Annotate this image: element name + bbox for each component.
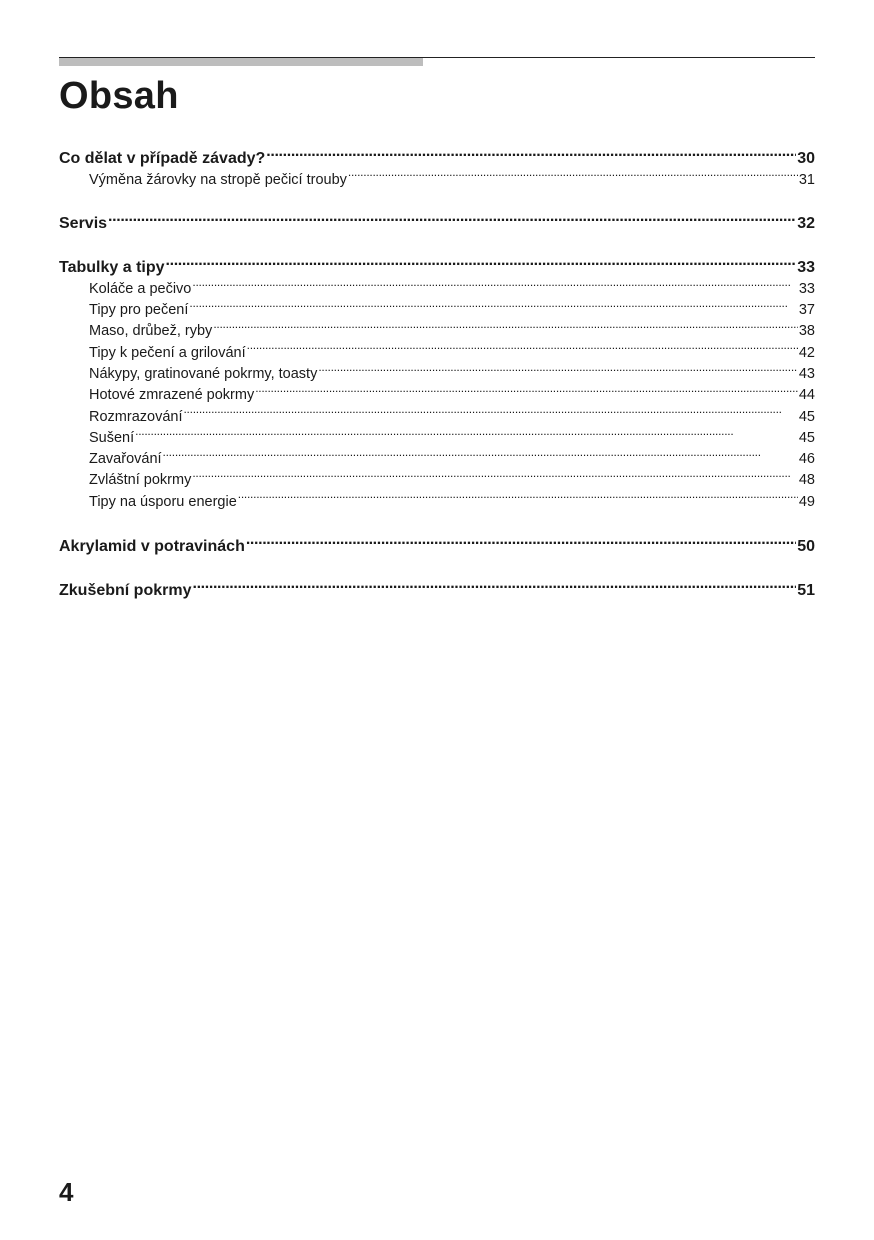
toc-subentry-label: Rozmrazování	[89, 408, 183, 425]
toc-subentry[interactable]	[59, 427, 815, 448]
toc-subentry-label: Koláče a pečivo	[89, 280, 192, 297]
toc-subentry-label: Tipy na úsporu energie	[89, 493, 237, 510]
dot-leader	[247, 342, 798, 357]
toc-subentry[interactable]	[59, 406, 815, 427]
toc-subentry[interactable]	[59, 278, 815, 299]
toc-entry[interactable]	[59, 535, 815, 557]
toc-subentry-page: 46	[798, 451, 815, 468]
toc-subentry-page: 31	[798, 171, 815, 188]
toc-section	[59, 212, 815, 234]
toc-entry[interactable]	[59, 147, 815, 169]
toc-subentry[interactable]	[59, 363, 815, 384]
toc-subentry-page: 49	[798, 493, 815, 510]
page-number: 4	[59, 1177, 74, 1207]
toc-section	[59, 579, 815, 601]
toc-subentry[interactable]	[59, 470, 815, 491]
toc-subentry-page: 44	[798, 387, 815, 404]
toc-entry-label: Servis	[59, 215, 108, 233]
toc-subentry-label: Nákypy, gratinované pokrmy, toasty	[89, 365, 318, 382]
toc-entry-page: 33	[797, 259, 815, 277]
toc-section	[59, 147, 815, 190]
toc-subentry-label: Tipy k pečení a grilování	[89, 344, 246, 361]
toc-entry-label: Tabulky a tipy	[59, 259, 165, 277]
toc-subentry-page: 33	[798, 280, 815, 297]
toc-subentry-page: 37	[798, 302, 815, 319]
toc-subentry-label: Výměna žárovky na stropě pečicí trouby	[89, 171, 347, 188]
toc-entry-page: 32	[797, 215, 815, 233]
toc-subentry-page: 48	[798, 472, 815, 489]
toc-entry-page: 30	[797, 150, 815, 167]
toc-entry[interactable]	[59, 256, 815, 278]
toc-subentry-page: 45	[798, 408, 815, 425]
dot-leader	[163, 449, 798, 464]
toc-subentry-page: 42	[798, 344, 815, 361]
dot-leader	[318, 363, 798, 378]
dot-leader	[213, 321, 798, 336]
toc-subentry-label: Hotové zmrazené pokrmy	[89, 387, 255, 404]
toc-subentry-label: Sušení	[89, 429, 135, 446]
toc-subentry[interactable]	[59, 300, 815, 321]
dot-leader	[246, 535, 796, 551]
dot-leader	[266, 147, 796, 163]
toc-entry-page: 50	[797, 537, 815, 555]
dot-leader	[238, 491, 798, 506]
toc-subentry[interactable]	[59, 321, 815, 342]
toc-subentry-page: 38	[798, 323, 815, 340]
table-of-contents	[59, 147, 815, 623]
dot-leader	[135, 427, 798, 442]
toc-subentry[interactable]	[59, 491, 815, 512]
toc-entry[interactable]	[59, 212, 815, 234]
toc-entry-label: Co dělat v případě závady?	[59, 150, 266, 167]
dot-leader	[192, 579, 796, 595]
toc-entry[interactable]	[59, 579, 815, 601]
dot-leader	[192, 470, 798, 485]
toc-section	[59, 256, 815, 512]
toc-entry-label: Akrylamid v potravinách	[59, 537, 245, 555]
dot-leader	[108, 212, 796, 228]
header-accent-bar	[59, 58, 423, 66]
toc-section	[59, 535, 815, 557]
dot-leader	[255, 385, 798, 400]
dot-leader	[183, 406, 797, 421]
toc-subentry[interactable]	[59, 385, 815, 406]
toc-subentry-label: Maso, drůbež, ryby	[89, 323, 213, 340]
toc-subentry[interactable]	[59, 342, 815, 363]
toc-subentry-label: Zavařování	[89, 451, 162, 468]
toc-subentry-page: 43	[798, 365, 815, 382]
dot-leader	[189, 300, 797, 315]
toc-subentry-label: Zvláštní pokrmy	[89, 472, 192, 489]
toc-subentry[interactable]	[59, 449, 815, 470]
toc-subentry-label: Tipy pro pečení	[89, 302, 189, 319]
toc-subentry[interactable]	[59, 169, 815, 190]
toc-subentry-page: 45	[798, 429, 815, 446]
dot-leader	[166, 256, 797, 272]
page-title: Obsah	[59, 75, 179, 117]
dot-leader	[348, 169, 798, 184]
toc-entry-label: Zkušební pokrmy	[59, 581, 192, 599]
toc-entry-page: 51	[797, 581, 815, 599]
dot-leader	[192, 278, 797, 293]
